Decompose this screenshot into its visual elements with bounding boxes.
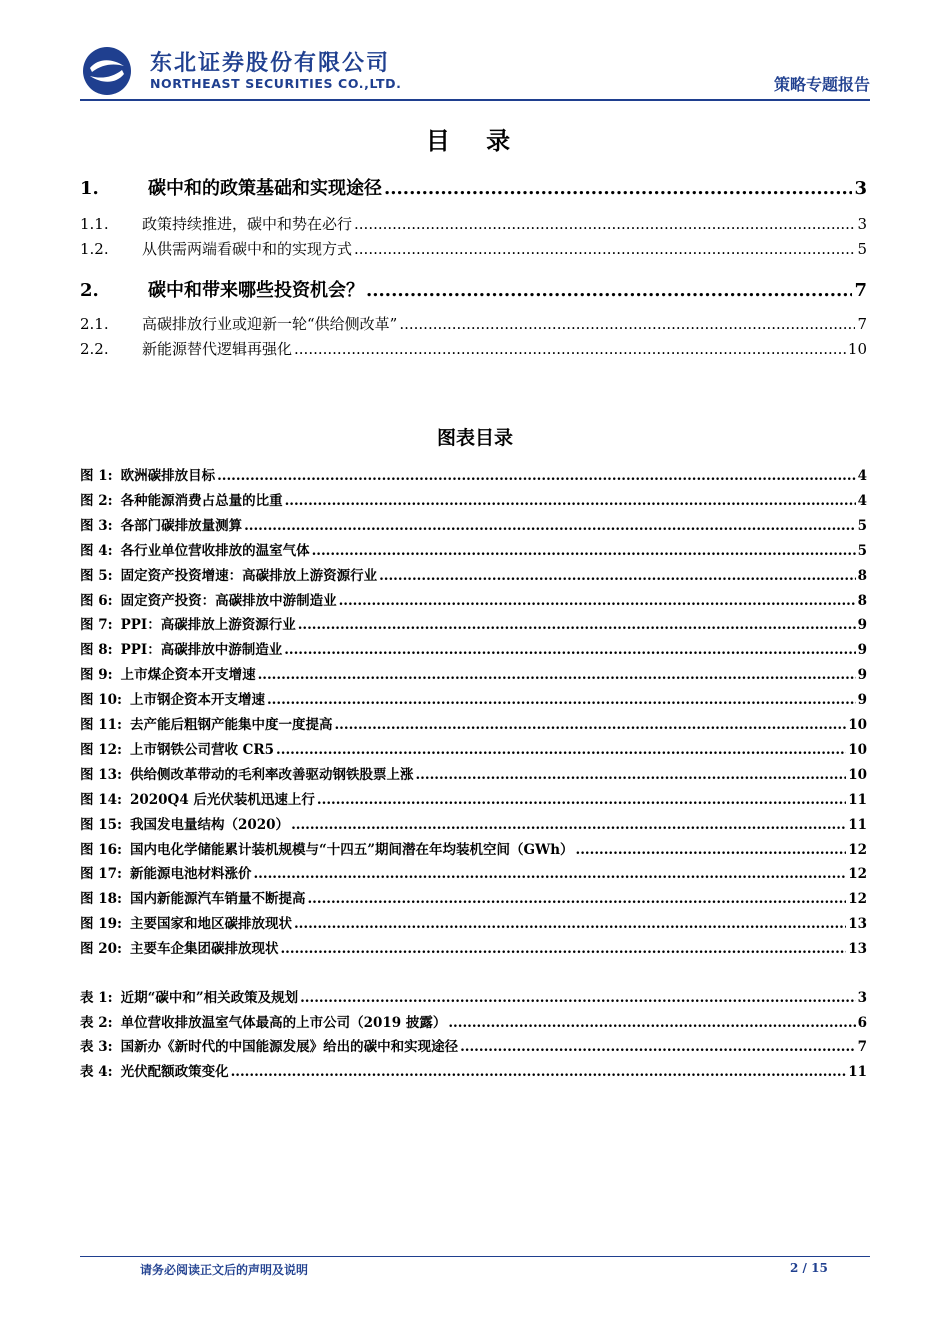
toc-entry[interactable]: 1.2. 从供需两端看碳中和的实现方式 ..... 5 xyxy=(80,238,867,259)
figure-entry[interactable]: 图 20: 主要车企集团碳排放现状 ..... 13 xyxy=(80,937,867,957)
table-entry[interactable]: 表 2: 单位营收排放温室气体最高的上市公司（2019 披露） ..... 6 xyxy=(80,1011,867,1031)
table-entry[interactable]: 表 3: 国新办《新时代的中国能源发展》给出的碳中和实现途径 ..... 7 xyxy=(80,1035,867,1055)
company-logo-icon xyxy=(82,46,132,96)
header-divider xyxy=(80,99,870,101)
figure-entry[interactable]: 图 15: 我国发电量结构（2020） ..... 11 xyxy=(80,813,867,833)
figure-entry[interactable]: 图 3: 各部门碳排放量测算 ..... 5 xyxy=(80,514,867,534)
figures-title: 图表目录 xyxy=(436,427,513,449)
footer-disclaimer: 请务必阅读正文后的声明及说明 xyxy=(140,1263,309,1277)
page-number: 2 / 15 xyxy=(790,1261,828,1275)
figure-entry[interactable]: 图 2: 各种能源消费占总量的比重 ..... 4 xyxy=(80,489,867,509)
table-entry[interactable]: 表 4: 光伏配额政策变化 ..... 11 xyxy=(80,1060,867,1080)
toc-entry[interactable]: 1.1. 政策持续推进，碳中和势在必行 ..... 3 xyxy=(80,213,867,234)
figure-entry[interactable]: 图 5: 固定资产投资增速：高碳排放上游资源行业 ..... 8 xyxy=(80,564,867,584)
figure-entry[interactable]: 图 12: 上市钢铁公司营收 CR5 ..... 10 xyxy=(80,738,867,758)
toc-entry[interactable]: 1. 碳中和的政策基础和实现途径 ..... 3 xyxy=(80,174,867,200)
figure-entry[interactable]: 图 6: 固定资产投资：高碳排放中游制造业 ..... 8 xyxy=(80,589,867,609)
page-header xyxy=(80,40,870,98)
figure-entry[interactable]: 图 18: 国内新能源汽车销量不断提高 ..... 12 xyxy=(80,887,867,907)
figure-entry[interactable]: 图 17: 新能源电池材料涨价 ..... 12 xyxy=(80,862,867,882)
figure-entry[interactable]: 图 19: 主要国家和地区碳排放现状 ..... 13 xyxy=(80,912,867,932)
toc-title: 目 录 xyxy=(425,126,525,155)
figure-entry[interactable]: 图 14: 2020Q4 后光伏装机迅速上行 ..... 11 xyxy=(80,788,867,808)
company-name-cn: 东北证券股份有限公司 xyxy=(150,51,391,76)
figure-entry[interactable]: 图 13: 供给侧改革带动的毛利率改善驱动钢铁股票上涨 ..... 10 xyxy=(80,763,867,783)
table-entry[interactable]: 表 1: 近期“碳中和”相关政策及规划 ..... 3 xyxy=(80,986,867,1006)
figure-entry[interactable]: 图 7: PPI：高碳排放上游资源行业 ..... 9 xyxy=(80,613,867,633)
figure-entry[interactable]: 图 4: 各行业单位营收排放的温室气体 ..... 5 xyxy=(80,539,867,559)
footer-divider xyxy=(80,1256,870,1257)
company-name-en: NORTHEAST SECURITIES CO.,LTD. xyxy=(150,76,402,91)
figure-entry[interactable]: 图 11: 去产能后粗钢产能集中度一度提高 ..... 10 xyxy=(80,713,867,733)
figure-entry[interactable]: 图 8: PPI：高碳排放中游制造业 ..... 9 xyxy=(80,638,867,658)
figure-entry[interactable]: 图 10: 上市钢企资本开支增速 ..... 9 xyxy=(80,688,867,708)
figure-entry[interactable]: 图 9: 上市煤企资本开支增速 ..... 9 xyxy=(80,663,867,683)
figure-entry[interactable]: 图 1: 欧洲碳排放目标 ..... 4 xyxy=(80,464,867,484)
toc-entry[interactable]: 2.2. 新能源替代逻辑再强化 ..... 10 xyxy=(80,338,867,359)
toc-entry[interactable]: 2. 碳中和带来哪些投资机会？ ..... 7 xyxy=(80,276,867,302)
report-type: 策略专题报告 xyxy=(773,75,870,94)
toc-entry[interactable]: 2.1. 高碳排放行业或迎新一轮“供给侧改革” ..... 7 xyxy=(80,313,867,334)
figure-entry[interactable]: 图 16: 国内电化学储能累计装机规模与“十四五”期间潜在年均装机空间（GWh） ..... 12 xyxy=(80,838,867,858)
